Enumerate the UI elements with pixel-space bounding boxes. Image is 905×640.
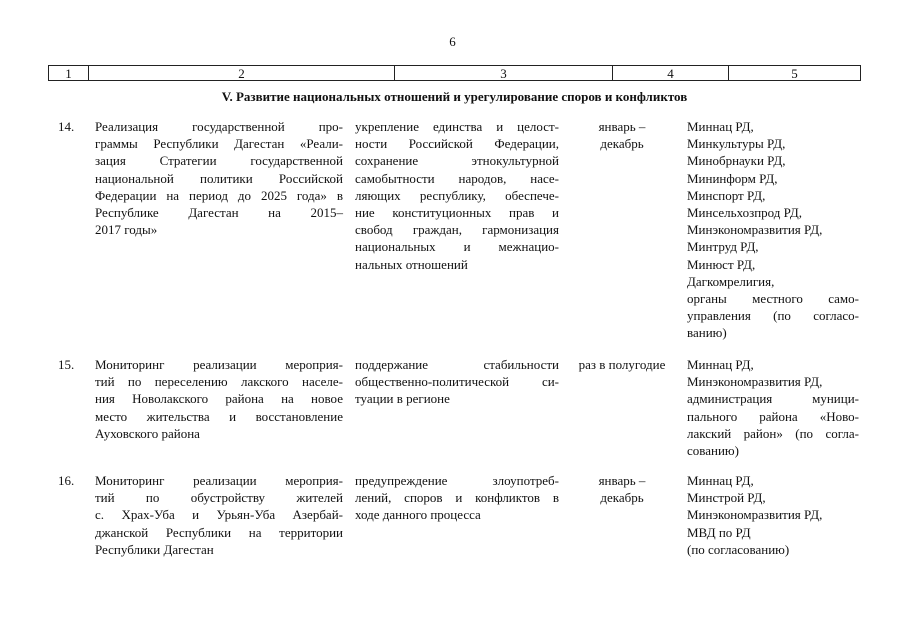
activity-term: [569, 472, 675, 506]
activity-goal: [355, 472, 559, 524]
activity-executors: [687, 356, 859, 459]
activity-name: [95, 118, 343, 238]
column-number-1: 1: [48, 66, 89, 81]
text-line: декабрь: [600, 490, 644, 506]
text-line: ности Российской Федерации,: [355, 136, 559, 152]
text-line: Минсельхозпрод РД,: [687, 205, 803, 221]
text-line: январь –: [598, 473, 646, 488]
text-line: национальной политики Российской: [95, 170, 343, 186]
text-line: сованию): [687, 443, 739, 459]
text-line: ванию): [687, 325, 727, 341]
text-line: ляющих республику, обеспече-: [355, 187, 559, 203]
text-line: Минэкономразвития РД,: [687, 374, 823, 390]
column-number-3: 3: [395, 66, 613, 81]
text-line: Минэкономразвития РД,: [687, 222, 823, 238]
activity-executors: [687, 472, 859, 558]
text-line: свобод граждан, гармонизация: [355, 222, 559, 238]
activity-term: [569, 356, 675, 373]
text-line: зация Стратегии государственной: [95, 153, 343, 169]
column-number-5: 5: [729, 66, 861, 81]
activity-goal: [355, 356, 559, 408]
column-number-2: 2: [89, 66, 395, 81]
text-line: декабрь: [600, 136, 644, 152]
text-line: нальных отношений: [355, 256, 468, 272]
text-line: предупреждение злоупотреб-: [355, 473, 559, 488]
text-line: Дагкомрелигия,: [687, 273, 775, 289]
row-number: 15.: [58, 357, 75, 372]
text-line: Минстрой РД,: [687, 490, 766, 506]
text-line: 2017 годы»: [95, 222, 158, 238]
column-number-header: [48, 65, 861, 81]
text-line: ние конституционных прав и: [355, 205, 559, 221]
text-line: Минкультуры РД,: [687, 136, 786, 152]
text-line: тий по переселению лакского населе-: [95, 374, 343, 390]
text-line: тий по обустройству жителей: [95, 490, 343, 506]
text-line: Минэкономразвития РД,: [687, 507, 823, 523]
text-line: январь –: [598, 119, 646, 134]
text-line: общественно-политической си-: [355, 374, 559, 390]
text-line: Минюст РД,: [687, 256, 756, 272]
text-line: Миннац РД,: [687, 357, 754, 372]
text-line: Республике Дагестан на 2015–: [95, 205, 343, 221]
text-line: лакский район» (по согла-: [687, 425, 859, 441]
text-line: Мининформ РД,: [687, 170, 778, 186]
activity-goal: [355, 118, 559, 273]
text-line: Миннац РД,: [687, 473, 754, 488]
activity-executors: [687, 118, 859, 342]
text-line: Ауховского района: [95, 425, 200, 441]
text-line: национальных и межнацио-: [355, 239, 559, 255]
text-line: администрация муници-: [687, 391, 859, 407]
text-line: Федерации на период до 2025 года» в: [95, 187, 343, 203]
text-line: (по согласованию): [687, 541, 790, 557]
text-line: МВД по РД: [687, 524, 751, 540]
section-title: V. Развитие национальных отношений и урегулирование споров и конфликтов: [221, 89, 688, 104]
text-line: пального района «Ново-: [687, 408, 859, 424]
text-line: Мониторинг реализации мероприя-: [95, 357, 343, 372]
text-line: сохранение этнокультурной: [355, 153, 559, 169]
text-line: органы местного само-: [687, 291, 859, 307]
text-line: Минспорт РД,: [687, 187, 766, 203]
text-line: лений, споров и конфликтов в: [355, 490, 559, 506]
text-line: ходе данного процесса: [355, 507, 481, 523]
text-line: место жительства и восстановление: [95, 408, 343, 424]
text-line: Республики Дагестан: [95, 541, 214, 557]
column-number-4: 4: [613, 66, 729, 81]
text-line: Мониторинг реализации мероприя-: [95, 473, 343, 488]
text-line: ния Новолакского района на новое: [95, 391, 343, 407]
text-line: поддержание стабильности: [355, 357, 559, 372]
text-line: Реализация государственной про-: [95, 119, 343, 134]
text-line: граммы Республики Дагестан «Реали-: [95, 136, 343, 152]
text-line: укрепление единства и целост-: [355, 119, 559, 134]
activity-name: [95, 472, 343, 558]
text-line: Минтруд РД,: [687, 239, 759, 255]
page-number: 6: [449, 34, 456, 49]
activity-name: [95, 356, 343, 442]
text-line: джанской Республики на территории: [95, 524, 343, 540]
text-line: туации в регионе: [355, 391, 450, 407]
text-line: раз в полугодие: [578, 357, 666, 372]
text-line: Минобрнауки РД,: [687, 153, 786, 169]
text-line: самобытности народов, насе-: [355, 170, 559, 186]
row-number: 16.: [58, 473, 75, 488]
row-number: 14.: [58, 119, 75, 134]
text-line: управления (по согласо-: [687, 308, 859, 324]
activity-term: [569, 118, 675, 152]
text-line: с. Храх-Уба и Урьян-Уба Азербай-: [95, 507, 343, 523]
text-line: Миннац РД,: [687, 119, 754, 134]
